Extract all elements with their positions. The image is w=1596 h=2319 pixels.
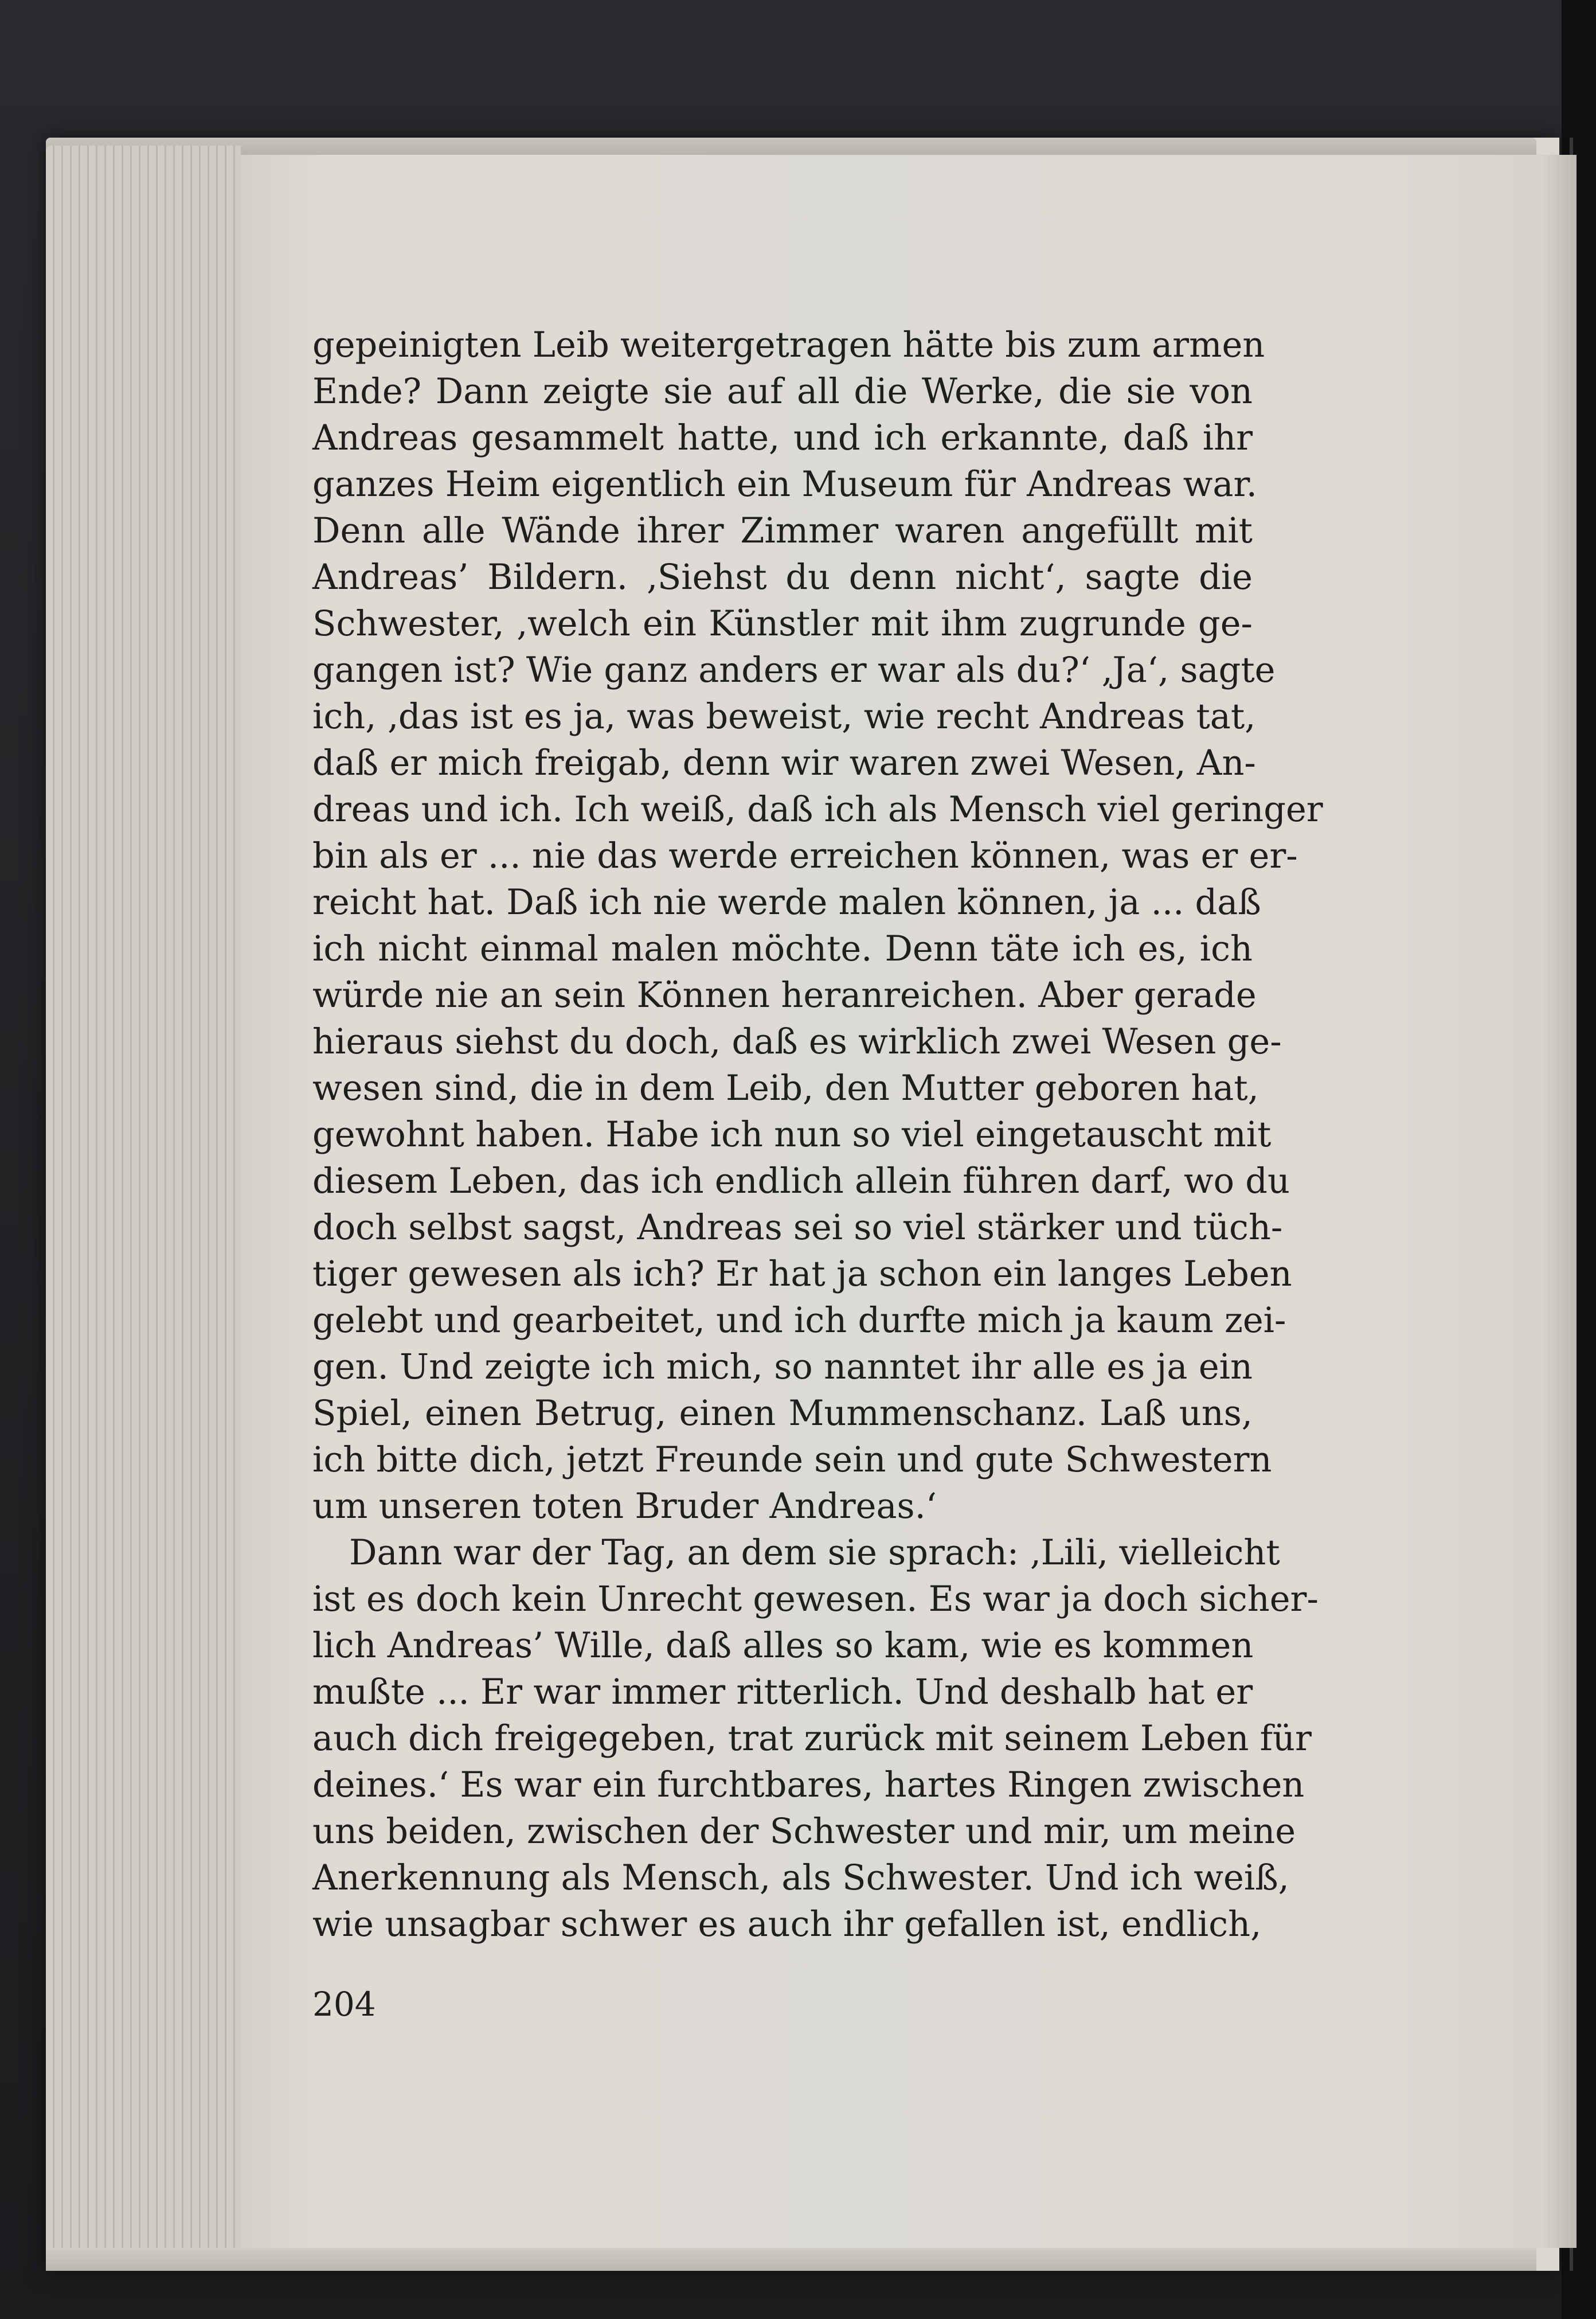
text-line: doch selbst sagst, Andreas sei so viel stärker und tüch- <box>312 1208 1283 1248</box>
text-line: tiger gewesen als ich? Er hat ja schon ein langes Leben <box>312 1254 1292 1294</box>
text-line: Andreas’ Bildern. ‚Siehst du denn nicht‘, sagte die <box>312 557 1253 598</box>
text-line: wesen sind, die in dem Leib, den Mutter geboren hat, <box>312 1068 1259 1108</box>
text-line: auch dich freigegeben, trat zurück mit seinem Leben für <box>312 1719 1312 1759</box>
text-line: Ende? Dann zeigte sie auf all die Werke, die sie von <box>312 372 1253 412</box>
text-line: Spiel, einen Betrug, einen Mummenschanz. Laß uns, <box>312 1393 1253 1434</box>
text-line: dreas und ich. Ich weiß, daß ich als Mensch viel geringer <box>312 790 1323 830</box>
text-line-paragraph-start: Dann war der Tag, an dem sie sprach: ‚Lili, vielleicht <box>349 1533 1280 1573</box>
text-line: Denn alle Wände ihrer Zimmer waren angefüllt mit <box>312 511 1253 551</box>
text-line: ich bitte dich, jetzt Freunde sein und gute Schwestern <box>312 1440 1272 1480</box>
page-edges-bottom <box>46 2248 1536 2271</box>
text-line: lich Andreas’ Wille, daß alles so kam, wie es kommen <box>312 1626 1254 1666</box>
text-line-paragraph-end: um unseren toten Bruder Andreas.‘ <box>312 1486 937 1527</box>
page-body-text <box>312 322 1323 1948</box>
text-line: diesem Leben, das ich endlich allein führen darf, wo du <box>312 1161 1290 1201</box>
text-line: gelebt und gearbeitet, und ich durfte mich ja kaum zei- <box>312 1301 1286 1341</box>
text-line: würde nie an sein Können heranreichen. Aber gerade <box>312 975 1257 1016</box>
text-line: mußte ... Er war immer ritterlich. Und deshalb hat er <box>312 1672 1253 1712</box>
page-number: 204 <box>312 1985 376 2024</box>
page-edges-left <box>46 146 241 2267</box>
text-line: ich, ‚das ist es ja, was beweist, wie recht Andreas tat, <box>312 697 1256 737</box>
text-line: uns beiden, zwischen der Schwester und mir, um meine <box>312 1812 1296 1852</box>
text-line: wie unsagbar schwer es auch ihr gefallen ist, endlich, <box>312 1904 1262 1945</box>
text-line: gangen ist? Wie ganz anders er war als du?‘ ‚Ja‘, sagte <box>312 650 1276 690</box>
text-line: bin als er ... nie das werde erreichen können, was er er- <box>312 836 1298 876</box>
text-line: deines.‘ Es war ein furchtbares, hartes Ringen zwischen <box>312 1765 1305 1805</box>
text-line: reicht hat. Daß ich nie werde malen können, ja ... daß <box>312 883 1261 923</box>
text-line: Andreas gesammelt hatte, und ich erkannte, daß ihr <box>312 418 1253 458</box>
text-line: daß er mich freigab, denn wir waren zwei Wesen, An- <box>312 743 1256 783</box>
text-line: gepeinigten Leib weitergetragen hätte bis zum armen <box>312 325 1265 365</box>
text-line: hieraus siehst du doch, daß es wirklich zwei Wesen ge- <box>312 1022 1282 1062</box>
page-gutter-shadow <box>1542 155 1577 2248</box>
text-line: ganzes Heim eigentlich ein Museum für Andreas war. <box>312 464 1257 505</box>
page-edges-top <box>46 138 1536 155</box>
text-line: Schwester, ‚welch ein Künstler mit ihm zugrunde ge- <box>312 604 1253 644</box>
text-line: ist es doch kein Unrecht gewesen. Es war ja doch sicher- <box>312 1579 1319 1619</box>
text-line: gen. Und zeigte ich mich, so nanntet ihr alle es ja ein <box>312 1347 1253 1387</box>
text-line: Anerkennung als Mensch, als Schwester. Und ich weiß, <box>312 1858 1289 1898</box>
text-line: ich nicht einmal malen möchte. Denn täte ich es, ich <box>312 929 1253 969</box>
text-line: gewohnt haben. Habe ich nun so viel eingetauscht mit <box>312 1115 1272 1155</box>
